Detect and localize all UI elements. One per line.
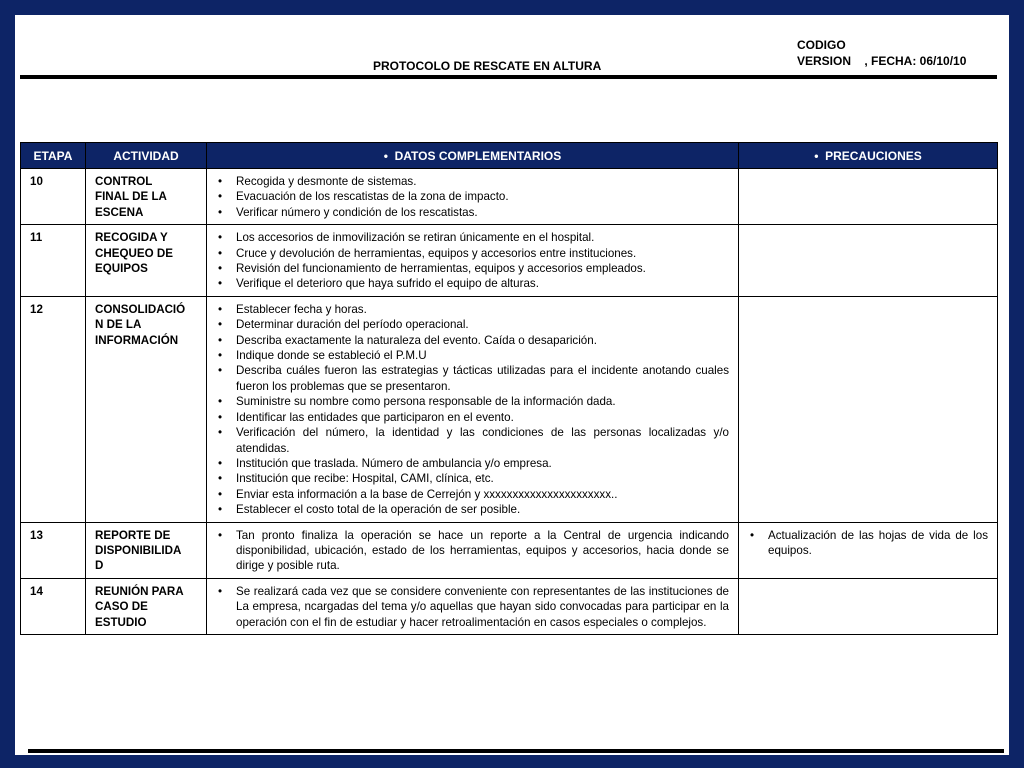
list-item: • Institución que recibe: Hospital, CAMI, clínica, etc. bbox=[236, 471, 729, 486]
list-item: • Verifique el deterioro que haya sufrido el equipo de alturas. bbox=[236, 276, 729, 291]
actividad-cell bbox=[86, 522, 207, 578]
etapa-cell: 12 bbox=[21, 296, 86, 522]
datos-cell bbox=[207, 225, 739, 297]
table-row bbox=[21, 578, 998, 634]
actividad-line: FINAL DE LA bbox=[95, 190, 167, 204]
document-title: PROTOCOLO DE RESCATE EN ALTURA bbox=[373, 59, 602, 73]
protocol-table bbox=[20, 142, 998, 635]
precauciones-cell bbox=[739, 522, 998, 578]
codigo-label: CODIGO bbox=[797, 38, 846, 52]
etapa-cell: 13 bbox=[21, 522, 86, 578]
etapa-cell: 11 bbox=[21, 225, 86, 297]
datos-list bbox=[216, 528, 729, 574]
actividad-line: RECOGIDA Y bbox=[95, 231, 168, 245]
column-header-datos: • DATOS COMPLEMENTARIOS bbox=[207, 143, 739, 169]
list-item: • Recogida y desmonte de sistemas. bbox=[236, 174, 729, 189]
precauciones-cell bbox=[739, 225, 998, 297]
list-item: • Cruce y devolución de herramientas, equipos y accesorios entre instituciones. bbox=[236, 246, 729, 261]
datos-cell bbox=[207, 169, 739, 225]
actividad-line: EQUIPOS bbox=[95, 262, 148, 276]
list-item: • Establecer fecha y horas. bbox=[236, 302, 729, 317]
precauciones-cell bbox=[739, 296, 998, 522]
list-item: • Se realizará cada vez que se considere conveniente con representantes de las instituciones de La empresa, ncargadas del tema y/o aquellas que hayan sido convocadas para participar en la operación con el fin de estudiar y hacer retroalimentación en casos especiales o complejos. bbox=[236, 584, 729, 630]
list-item: • Identificar las entidades que participaron en el evento. bbox=[236, 410, 729, 425]
list-item: • Institución que traslada. Número de ambulancia y/o empresa. bbox=[236, 456, 729, 471]
actividad-line: CASO DE bbox=[95, 600, 148, 614]
list-item: • Determinar duración del período operacional. bbox=[236, 317, 729, 332]
column-header-precauciones: • PRECAUCIONES bbox=[739, 143, 998, 169]
version-fecha-label: VERSION , FECHA: 06/10/10 bbox=[797, 54, 967, 68]
actividad-line: CONSOLIDACIÓ bbox=[95, 302, 186, 316]
actividad-line: INFORMACIÓN bbox=[95, 333, 179, 347]
list-item: • Describa cuáles fueron las estrategias y tácticas utilizadas para el incidente anotando cuales fueron los problemas que se presentaron. bbox=[236, 363, 729, 394]
table-row bbox=[21, 296, 998, 522]
document-code-block bbox=[797, 37, 966, 69]
header-divider bbox=[20, 75, 997, 79]
list-item: • Actualización de las hojas de vida de los equipos. bbox=[768, 528, 988, 559]
datos-list bbox=[216, 230, 729, 292]
table-row bbox=[21, 169, 998, 225]
list-item: • Enviar esta información a la base de Cerrejón y xxxxxxxxxxxxxxxxxxxxxx.. bbox=[236, 487, 729, 502]
datos-list bbox=[216, 174, 729, 220]
document-page bbox=[15, 15, 1009, 755]
table-header-row bbox=[21, 143, 998, 169]
list-item: • Indique donde se estableció el P.M.U bbox=[236, 348, 729, 363]
etapa-cell: 14 bbox=[21, 578, 86, 634]
precauciones-cell bbox=[739, 169, 998, 225]
actividad-line: ESCENA bbox=[95, 205, 144, 219]
list-item: • Suministre su nombre como persona responsable de la información dada. bbox=[236, 394, 729, 409]
datos-cell bbox=[207, 578, 739, 634]
precauciones-list bbox=[748, 528, 988, 559]
list-item: • Evacuación de los rescatistas de la zona de impacto. bbox=[236, 189, 729, 204]
list-item: • Verificar número y condición de los rescatistas. bbox=[236, 205, 729, 220]
list-item: • Establecer el costo total de la operación de ser posible. bbox=[236, 502, 729, 517]
footer-divider bbox=[28, 749, 1004, 753]
datos-cell bbox=[207, 296, 739, 522]
actividad-line: ESTUDIO bbox=[95, 615, 147, 629]
actividad-line: DISPONIBILIDA bbox=[95, 543, 182, 557]
column-header-etapa: ETAPA bbox=[21, 143, 86, 169]
actividad-cell bbox=[86, 169, 207, 225]
actividad-line: N DE LA bbox=[95, 318, 142, 332]
actividad-cell bbox=[86, 225, 207, 297]
list-item: • Describa exactamente la naturaleza del evento. Caída o desaparición. bbox=[236, 333, 729, 348]
actividad-line: REUNIÓN PARA bbox=[95, 584, 184, 598]
table-row bbox=[21, 522, 998, 578]
etapa-cell: 10 bbox=[21, 169, 86, 225]
actividad-line: CONTROL bbox=[95, 175, 153, 188]
actividad-line: CHEQUEO DE bbox=[95, 246, 173, 260]
list-item: • Revisión del funcionamiento de herramientas, equipos y accesorios empleados. bbox=[236, 261, 729, 276]
datos-list bbox=[216, 584, 729, 630]
actividad-line: REPORTE DE bbox=[95, 528, 171, 542]
actividad-cell bbox=[86, 578, 207, 634]
list-item: • Verificación del número, la identidad y las condiciones de las personas localizadas y/o atendidas. bbox=[236, 425, 729, 456]
precauciones-cell bbox=[739, 578, 998, 634]
datos-list bbox=[216, 302, 729, 518]
table-row bbox=[21, 225, 998, 297]
list-item: • Tan pronto finaliza la operación se hace un reporte a la Central de urgencia indicando disponibilidad, ubicación, estado de los herramientas, equipos y accesorios, hacia donde se dirige y posible ruta. bbox=[236, 528, 729, 574]
datos-cell bbox=[207, 522, 739, 578]
column-header-actividad: ACTIVIDAD bbox=[86, 143, 207, 169]
actividad-line: D bbox=[95, 559, 104, 573]
list-item: • Los accesorios de inmovilización se retiran únicamente en el hospital. bbox=[236, 230, 729, 245]
actividad-cell bbox=[86, 296, 207, 522]
